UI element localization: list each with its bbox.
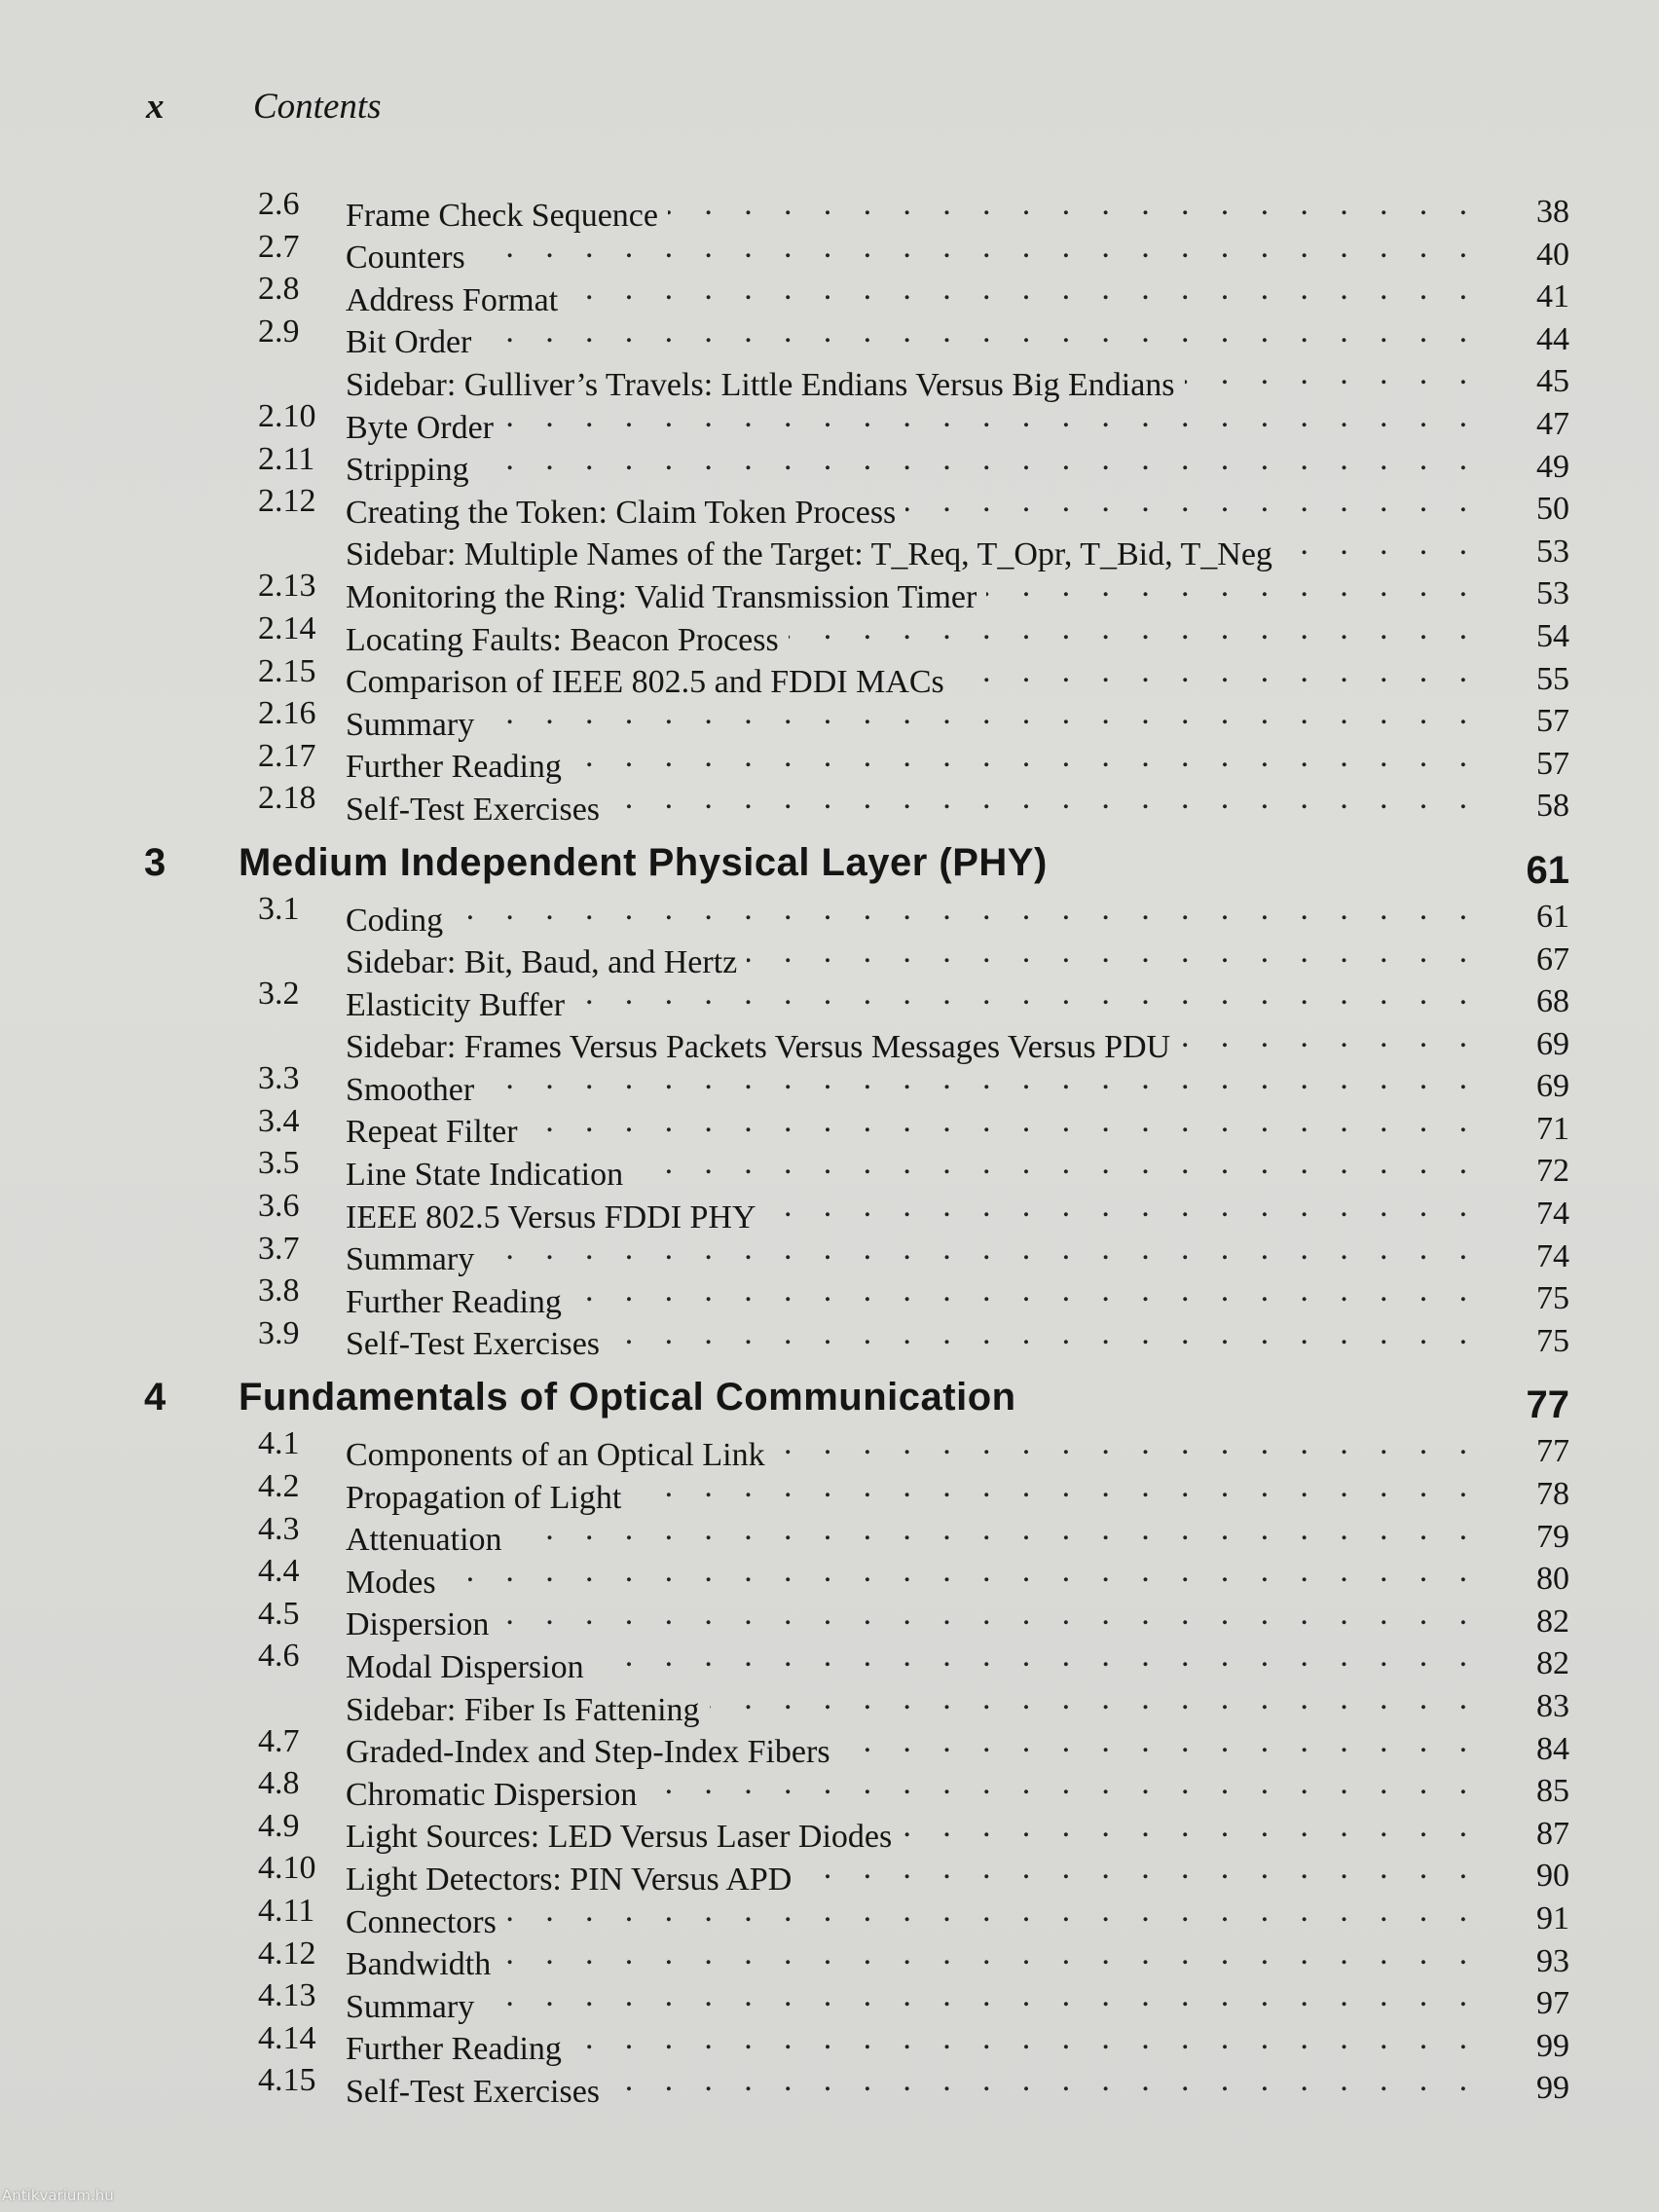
chapter-heading: [0, 840, 1659, 892]
section-number: 4.1: [258, 1425, 300, 1462]
section-number: 3.6: [258, 1188, 300, 1225]
section-number: 2.18: [258, 780, 316, 817]
section-number: 2.13: [258, 568, 316, 605]
section-title: Elasticity Buffer: [346, 986, 566, 1023]
toc-entry: [0, 226, 1659, 276]
section-number: 4.7: [258, 1722, 300, 1759]
section-number: 3.2: [258, 976, 300, 1013]
section-number: 4.5: [258, 1595, 300, 1632]
toc-entry: [0, 1100, 1659, 1151]
chapter-heading: [0, 1376, 1659, 1427]
toc-entry: [0, 1550, 1659, 1601]
section-title: Connectors: [346, 1903, 497, 1940]
page-number: 55: [1536, 660, 1569, 697]
section-number: 4.14: [258, 2019, 316, 2056]
title-leader: [346, 1312, 1479, 1366]
dot-leader: [775, 1422, 1479, 1465]
dot-leader: [481, 311, 1479, 353]
section-number: 2.14: [258, 609, 316, 646]
section-number: 4.4: [258, 1553, 300, 1590]
dot-leader: [453, 888, 1479, 931]
page-number: 99: [1536, 2027, 1569, 2064]
dot-leader: [646, 1762, 1479, 1805]
page-number: 75: [1536, 1322, 1569, 1359]
toc-entry: [0, 1422, 1659, 1474]
toc-entry: [0, 438, 1659, 489]
dot-leader: [631, 1465, 1479, 1508]
section-number: 2.16: [258, 695, 316, 732]
page-number: 69: [1536, 1025, 1569, 1062]
section-number: 2.9: [258, 313, 300, 350]
page-folio: x: [146, 87, 165, 127]
section-number: 4.11: [258, 1892, 315, 1929]
section-number: 4.2: [258, 1468, 300, 1505]
section-title: Light Detectors: PIN Versus APD: [346, 1861, 793, 1898]
page-number: 69: [1536, 1068, 1569, 1105]
section-number: 3.3: [258, 1060, 300, 1097]
page-number: 82: [1536, 1603, 1569, 1640]
section-title: Further Reading: [346, 2031, 562, 2068]
page-number: 38: [1536, 194, 1569, 230]
section-title: Chromatic Dispersion: [346, 1776, 638, 1813]
section-title: Summary: [346, 706, 475, 743]
section-title: Sidebar: Frames Versus Packets Versus Messages Versus PDU: [346, 1029, 1171, 1066]
dot-leader: [986, 565, 1479, 608]
dot-leader: [1282, 523, 1479, 566]
dot-leader: [902, 1805, 1479, 1848]
toc-entry: [0, 692, 1659, 743]
dot-leader: [789, 608, 1479, 650]
section-number: 4.13: [258, 1977, 316, 2014]
section-number: 3.7: [258, 1230, 300, 1267]
toc-entry: [0, 735, 1659, 786]
dot-leader: [1180, 1015, 1479, 1058]
title-leader: [346, 777, 1479, 830]
page-number: 74: [1536, 1237, 1569, 1274]
dot-leader: [512, 1508, 1479, 1551]
toc-entry: [0, 973, 1659, 1023]
page-number: 83: [1536, 1688, 1569, 1724]
dot-leader: [498, 1593, 1479, 1636]
toc-sidebar-entry: [0, 1015, 1659, 1066]
page-number: 61: [1536, 898, 1569, 935]
toc-entry: [0, 1805, 1659, 1856]
dot-leader: [484, 692, 1479, 735]
page-number: 77: [1536, 1433, 1569, 1470]
section-title: Further Reading: [346, 1283, 562, 1320]
section-title: Locating Faults: Beacon Process: [346, 621, 779, 658]
section-number: 4.9: [258, 1807, 300, 1844]
section-title: Summary: [346, 1241, 475, 1278]
section-title: Self-Test Exercises: [346, 2073, 601, 2110]
section-title: Sidebar: Multiple Names of the Target: T_Req, T_Opr, T_Bid, T_Neg: [346, 536, 1272, 573]
page-number: 75: [1536, 1280, 1569, 1317]
section-number: 4.10: [258, 1850, 316, 1887]
toc-entry: [0, 183, 1659, 234]
toc-entry: [0, 2059, 1659, 2110]
section-number: 2.17: [258, 737, 316, 774]
section-title: Dispersion: [346, 1606, 490, 1643]
toc-entry: [0, 1270, 1659, 1320]
page-number: 74: [1536, 1196, 1569, 1233]
page-number: 57: [1536, 703, 1569, 740]
dot-leader: [503, 395, 1479, 438]
toc-entry: [0, 1312, 1659, 1363]
section-number: 3.8: [258, 1272, 300, 1309]
toc-entry: [0, 1508, 1659, 1559]
section-number: 3.1: [258, 890, 300, 927]
dot-leader: [571, 2017, 1479, 2060]
dot-leader: [609, 777, 1479, 820]
toc-sidebar-entry: [0, 352, 1659, 403]
section-title: Summary: [346, 1988, 475, 2025]
toc-entry: [0, 480, 1659, 531]
toc-entry: [0, 2017, 1659, 2068]
title-leader: [346, 2059, 1479, 2113]
section-title: Address Format: [346, 281, 559, 318]
dot-leader: [571, 735, 1479, 778]
page-number: 67: [1536, 940, 1569, 977]
page-number: 93: [1536, 1942, 1569, 1979]
page-number: 78: [1536, 1476, 1569, 1513]
toc-entry: [0, 1974, 1659, 2025]
toc-entry: [0, 565, 1659, 615]
page-number: 50: [1536, 491, 1569, 528]
toc-entry: [0, 608, 1659, 658]
page-number: 47: [1536, 405, 1569, 442]
page-number: 99: [1536, 2070, 1569, 2107]
section-title: Line State Indication: [346, 1157, 624, 1194]
section-title: Self-Test Exercises: [346, 791, 601, 828]
dot-leader: [500, 1933, 1479, 1975]
page-number: 91: [1536, 1899, 1569, 1936]
section-title: Frame Check Sequence: [346, 197, 658, 234]
page-title: Contents: [253, 87, 382, 127]
page-number: 87: [1536, 1815, 1569, 1852]
page-number: 58: [1536, 788, 1569, 825]
page-number: 41: [1536, 278, 1569, 315]
section-title: Further Reading: [346, 749, 562, 786]
chapter-title: Medium Independent Physical Layer (PHY): [239, 840, 1048, 884]
dot-leader: [479, 438, 1479, 481]
chapter-page: 61: [1526, 848, 1569, 892]
section-title: Smoother: [346, 1071, 475, 1108]
section-number: 4.15: [258, 2062, 316, 2099]
section-number: 3.4: [258, 1102, 300, 1139]
toc-entry: [0, 268, 1659, 318]
toc-entry: [0, 1635, 1659, 1685]
chapter-page: 77: [1526, 1383, 1569, 1427]
toc-entry: [0, 395, 1659, 446]
toc-entry: [0, 1185, 1659, 1235]
toc-entry: [0, 1720, 1659, 1771]
section-number: 2.12: [258, 483, 316, 520]
chapter-title: Fundamentals of Optical Communication: [239, 1376, 1016, 1419]
dot-leader: [574, 973, 1479, 1015]
toc-entry: [0, 1057, 1659, 1108]
section-number: 4.12: [258, 1935, 316, 1972]
chapter-number: 4: [144, 1376, 166, 1419]
page-number: 82: [1536, 1645, 1569, 1682]
section-title: Attenuation: [346, 1522, 502, 1559]
dot-leader: [766, 1185, 1479, 1228]
section-title: Counters: [346, 240, 465, 276]
page-number: 45: [1536, 363, 1569, 400]
toc-entry: [0, 1142, 1659, 1194]
dot-leader: [484, 1974, 1479, 2017]
page-number: 68: [1536, 983, 1569, 1020]
section-title: Self-Test Exercises: [346, 1326, 601, 1363]
dot-leader: [905, 480, 1479, 523]
section-title: Bandwidth: [346, 1946, 492, 1983]
page-number: 57: [1536, 745, 1569, 782]
page-number: 40: [1536, 236, 1569, 273]
section-number: 2.8: [258, 271, 300, 308]
section-title: Light Sources: LED Versus Laser Diodes: [346, 1819, 893, 1856]
toc-entry: [0, 650, 1659, 701]
section-title: Graded-Index and Step-Index Fibers: [346, 1734, 830, 1771]
toc-entry: [0, 1228, 1659, 1278]
toc-entry: [0, 1933, 1659, 1983]
dot-leader: [1185, 352, 1479, 395]
toc-entry: [0, 1890, 1659, 1940]
section-number: 4.6: [258, 1638, 300, 1675]
section-title: Sidebar: Bit, Baud, and Hertz: [346, 944, 738, 981]
dot-leader: [609, 2059, 1479, 2102]
section-title: Modal Dispersion: [346, 1649, 584, 1685]
section-number: 3.9: [258, 1314, 300, 1351]
toc-entry: [0, 1593, 1659, 1643]
toc-sidebar-entry: [0, 931, 1659, 981]
section-number: 2.11: [258, 440, 315, 477]
section-number: 2.10: [258, 397, 316, 434]
page-number: 79: [1536, 1518, 1569, 1555]
section-title: Stripping: [346, 452, 469, 489]
section-number: 2.7: [258, 228, 300, 265]
dot-leader: [609, 1312, 1479, 1355]
dot-leader: [954, 650, 1479, 693]
section-title: Modes: [346, 1564, 436, 1601]
section-title: Propagation of Light: [346, 1479, 622, 1516]
toc-entry: [0, 1762, 1659, 1813]
page-number: 97: [1536, 1985, 1569, 2022]
section-number: 2.15: [258, 652, 316, 689]
page-number: 72: [1536, 1153, 1569, 1190]
dot-leader: [528, 1100, 1479, 1143]
section-number: 2.6: [258, 186, 300, 222]
toc-entry: [0, 1847, 1659, 1898]
section-title: IEEE 802.5 Versus FDDI PHY: [346, 1198, 756, 1235]
section-title: Monitoring the Ring: Valid Transmission Timer: [346, 578, 977, 615]
dot-leader: [484, 1057, 1479, 1100]
section-title: Repeat Filter: [346, 1114, 518, 1151]
chapter-number: 3: [144, 840, 166, 884]
dot-leader: [446, 1550, 1479, 1593]
dot-leader: [594, 1635, 1479, 1677]
toc-entry: [0, 1465, 1659, 1516]
page-number: 53: [1536, 533, 1569, 570]
dot-leader: [801, 1847, 1479, 1890]
page-number: 80: [1536, 1561, 1569, 1598]
section-title: Sidebar: Fiber Is Fattening: [346, 1691, 700, 1728]
page-number: 85: [1536, 1773, 1569, 1810]
dot-leader: [747, 931, 1479, 974]
section-number: 3.5: [258, 1145, 300, 1182]
section-number: 4.8: [258, 1765, 300, 1802]
toc-entry: [0, 777, 1659, 828]
dot-leader: [484, 1228, 1479, 1271]
section-title: Bit Order: [346, 324, 472, 361]
section-title: Creating the Token: Claim Token Process: [346, 494, 897, 531]
table-of-contents: [0, 183, 1659, 2110]
page-number: 49: [1536, 448, 1569, 485]
page-number: 54: [1536, 617, 1569, 654]
dot-leader: [506, 1890, 1479, 1933]
section-title: Comparison of IEEE 802.5 and FDDI MACs: [346, 664, 944, 701]
page-number: 90: [1536, 1858, 1569, 1895]
dot-leader: [710, 1677, 1479, 1720]
dot-leader: [571, 1270, 1479, 1312]
section-number: 4.3: [258, 1510, 300, 1547]
toc-entry: [0, 311, 1659, 361]
page-number: 84: [1536, 1730, 1569, 1767]
section-title: Coding: [346, 902, 444, 939]
dot-leader: [568, 268, 1479, 311]
dot-leader: [668, 183, 1479, 226]
page-number: 44: [1536, 320, 1569, 357]
section-title: Sidebar: Gulliver’s Travels: Little Endians Versus Big Endians: [346, 366, 1175, 403]
section-title: Byte Order: [346, 409, 495, 446]
toc-sidebar-entry: [0, 523, 1659, 573]
section-title: Components of an Optical Link: [346, 1437, 765, 1474]
watermark: Antikvarium.hu: [2, 2187, 114, 2204]
dot-leader: [633, 1142, 1479, 1185]
dot-leader: [475, 226, 1479, 269]
toc-sidebar-entry: [0, 1677, 1659, 1728]
page-number: 71: [1536, 1110, 1569, 1147]
toc-entry: [0, 888, 1659, 939]
dot-leader: [840, 1720, 1479, 1763]
page-number: 53: [1536, 575, 1569, 612]
